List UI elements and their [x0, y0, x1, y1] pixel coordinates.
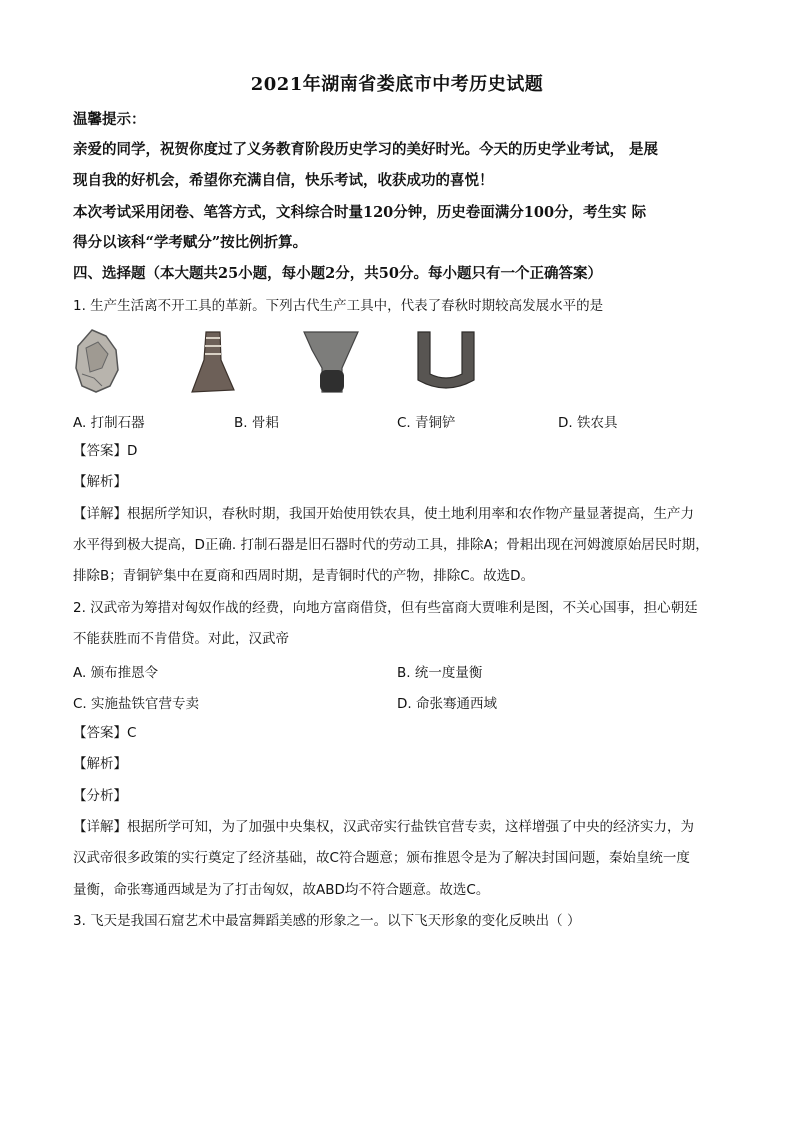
tip-line: 得分以该科“学考赋分”按比例折算。 [73, 234, 308, 251]
iron-farm-tool-image [416, 330, 476, 394]
q1-detail-line: 排除B；青铜铲集中在夏商和西周时期，是青铜时代的产物，排除C。故选D。 [73, 568, 535, 584]
q1-detail-line: 【详解】根据所学知识，春秋时期，我国开始使用铁农具，使土地利用率和农作物产量显著提高，生产力 [73, 506, 694, 522]
q1-option-c: C. 青铜铲 [397, 415, 456, 431]
q2-detail-line: 【详解】根据所学可知，为了加强中央集权，汉武帝实行盐铁官营专卖，这样增强了中央的经济实力，为 [73, 819, 694, 835]
tip-line: 本次考试采用闭卷、笔答方式，文科综合时量120分钟，历史卷面满分100分，考生实 际 [73, 204, 647, 221]
q1-analysis-heading: 【解析】 [73, 474, 127, 490]
q2-option-d: D. 命张骞通西域 [397, 696, 497, 712]
bone-spade-image [188, 330, 238, 394]
q2-analysis-heading: 【解析】 [73, 756, 127, 772]
question-2-stem: 不能获胜而不肯借贷。对此，汉武帝 [73, 631, 289, 647]
section-heading: 四、选择题（本大题共25小题，每小题2分，共50分。每小题只有一个正确答案） [73, 265, 602, 282]
q2-detail-line: 量衡，命张骞通西域是为了打击匈奴，故ABD均不符合题意。故选C。 [73, 882, 490, 898]
q1-option-b: B. 骨耜 [234, 415, 279, 431]
tip-line: 现自我的好机会，希望你充满自信，快乐考试，收获成功的喜悦！ [73, 172, 494, 189]
q2-option-a: A. 颁布推恩令 [73, 665, 159, 681]
chipped-stone-tool-image [72, 328, 120, 394]
page-title: 2021年湖南省娄底市中考历史试题 [250, 74, 544, 95]
question-2-stem: 2. 汉武帝为筹措对匈奴作战的经费，向地方富商借贷，但有些富商大贾唯利是图，不关心国事，担心朝廷 [73, 600, 698, 616]
q1-option-d: D. 铁农具 [558, 415, 618, 431]
q2-fenxi-heading: 【分析】 [73, 788, 127, 804]
question-1-stem: 1. 生产生活离不开工具的革新。下列古代生产工具中，代表了春秋时期较高发展水平的是 [73, 298, 604, 314]
q1-detail-line: 水平得到极大提高，D正确. 打制石器是旧石器时代的劳动工具，排除A；骨耜出现在河姆渡原始居民时期， [73, 537, 709, 553]
q1-option-a: A. 打制石器 [73, 415, 145, 431]
q1-answer: 【答案】D [73, 443, 138, 459]
q2-answer: 【答案】C [73, 725, 137, 741]
question-3-stem: 3. 飞天是我国石窟艺术中最富舞蹈美感的形象之一。以下飞天形象的变化反映出（ ） [73, 913, 581, 929]
q2-option-b: B. 统一度量衡 [397, 665, 483, 681]
tip-line: 亲爱的同学，祝贺你度过了义务教育阶段历史学习的美好时光。今天的历史学业考试， 是展 [73, 141, 659, 158]
q2-option-c: C. 实施盐铁官营专卖 [73, 696, 200, 712]
q2-detail-line: 汉武帝很多政策的实行奠定了经济基础，故C符合题意；颁布推恩令是为了解决封国问题，秦始皇统一度 [73, 850, 690, 866]
tip-heading: 温馨提示： [73, 111, 146, 128]
bronze-shovel-image [302, 330, 360, 394]
